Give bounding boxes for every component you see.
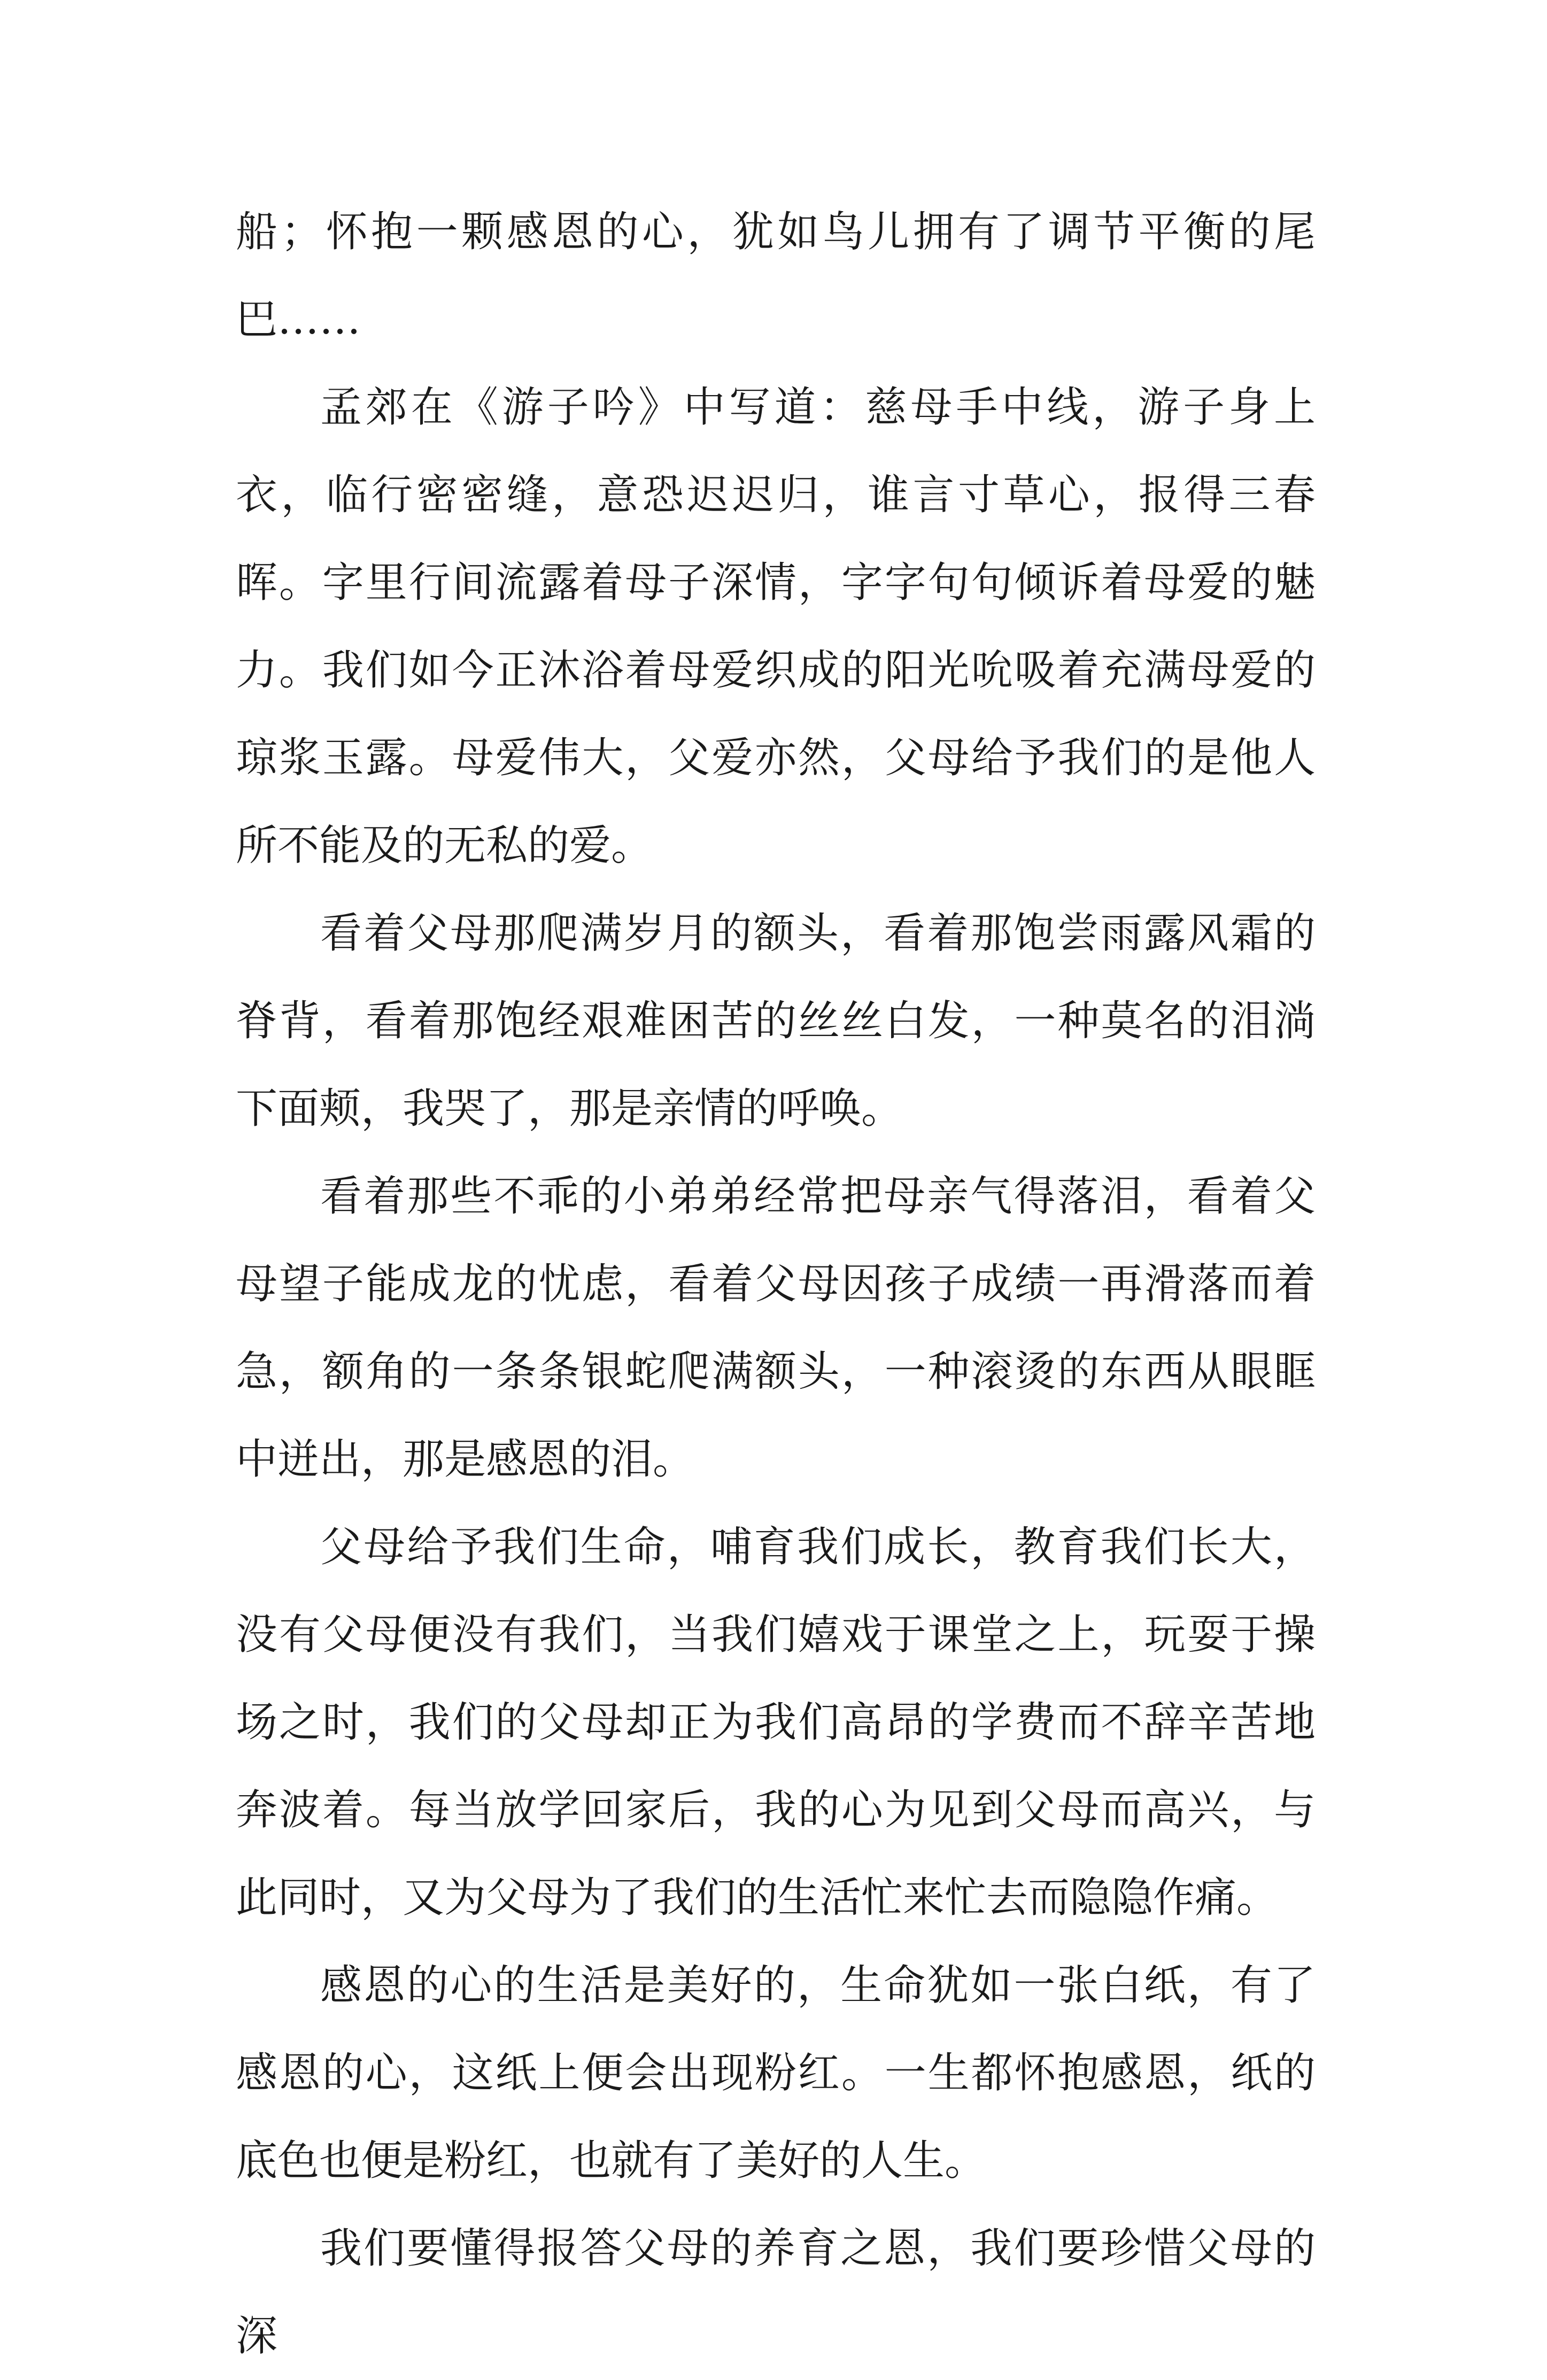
paragraph-7: 我们要懂得报答父母的养育之恩，我们要珍惜父母的深 (236, 2224, 1316, 2360)
paragraph-3: 看着父母那爬满岁月的额头，看着那饱尝雨露风霜的脊背，看着那饱经艰难困苦的丝丝白发，一种莫名的泪淌下面颊，我哭了，那是亲情的呼唤。 (236, 909, 1316, 1133)
paragraph-6: 感恩的心的生活是美好的，生命犹如一张白纸，有了感恩的心，这纸上便会出现粉红。一生都怀抱感恩，纸的底色也便是粉红，也就有了美好的人生。 (236, 1961, 1316, 2185)
paragraph-5: 父母给予我们生命，哺育我们成长，教育我们长大，没有父母便没有我们，当我们嬉戏于课堂之上，玩耍于操场之时，我们的父母却正为我们高昂的学费而不辞辛苦地奔波着。每当放学回家后，我的心为见到父母而高兴，与此同时，又为父母为了我们的生活忙来忙去而隐隐作痛。 (236, 1523, 1316, 1922)
body-text (236, 188, 1316, 2380)
paragraph-2: 孟郊在《游子吟》中写道：慈母手中线，游子身上衣，临行密密缝，意恐迟迟归，谁言寸草心，报得三春晖。字里行间流露着母子深情，字字句句倾诉着母爱的魅力。我们如今正沐浴着母爱织成的阳光吮吸着充满母爱的琼浆玉露。母爱伟大，父爱亦然，父母给予我们的是他人所不能及的无私的爱。 (236, 383, 1316, 870)
paragraph-4: 看着那些不乖的小弟弟经常把母亲气得落泪，看着父母望子能成龙的忧虑，看着父母因孩子成绩一再滑落而着急，额角的一条条银蛇爬满额头，一种滚烫的东西从眼眶中迸出，那是感恩的泪。 (236, 1172, 1316, 1483)
paragraph-1: 船；怀抱一颗感恩的心，犹如鸟儿拥有了调节平衡的尾巴…… (236, 208, 1316, 344)
